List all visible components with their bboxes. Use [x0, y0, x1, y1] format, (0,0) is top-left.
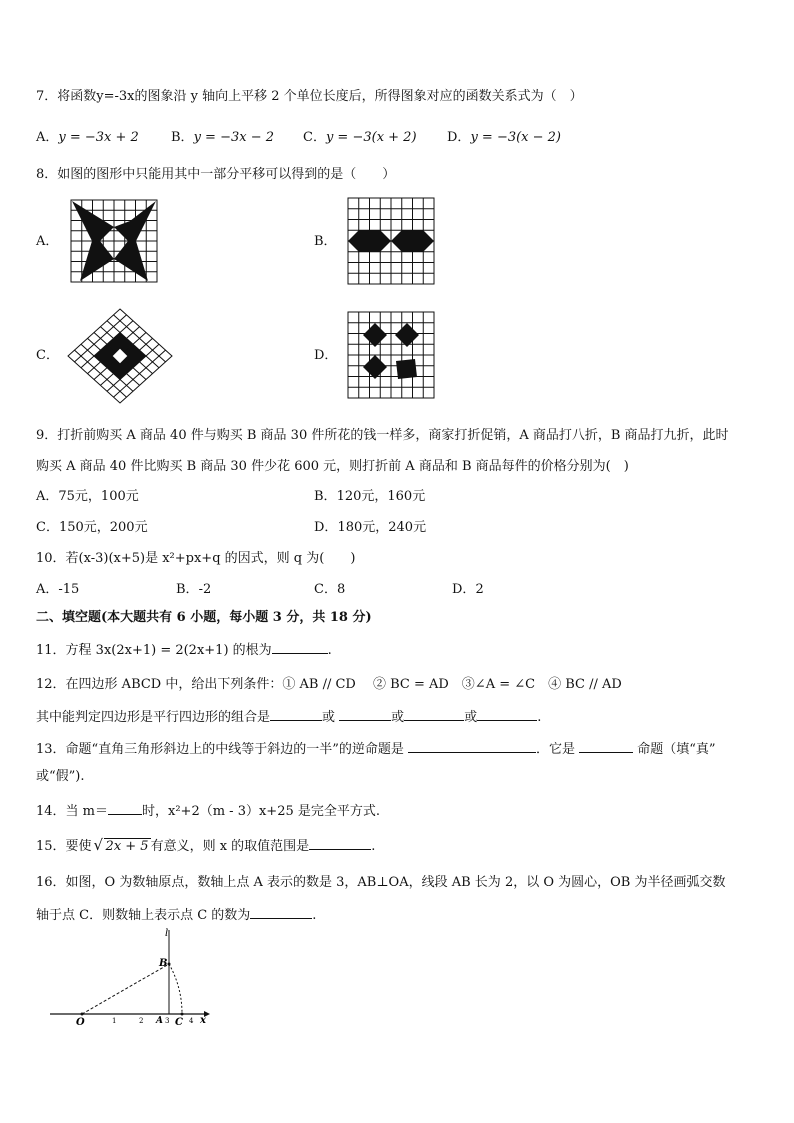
- label-c: C: [175, 1017, 183, 1028]
- q13-answer-blank-2[interactable]: [579, 739, 633, 753]
- q9-option-d-text: 180元，240元: [337, 520, 427, 535]
- label-b: B: [159, 958, 168, 969]
- q7-option-c-text: 𝑦 = −3(𝑥 + 2): [325, 130, 417, 145]
- q7-option-d-text: 𝑦 = −3(𝑥 − 2): [470, 130, 562, 145]
- q12-or-2: 或: [391, 710, 405, 725]
- q10-option-a[interactable]: [36, 581, 79, 599]
- q13-prefix: 13．命题“直角三角形斜边上的中线等于斜边的一半”的逆命题是: [36, 742, 404, 757]
- q8-option-c-label[interactable]: C．: [36, 348, 59, 363]
- q16-number-line-figure: [46, 924, 216, 1030]
- q14-line: [36, 801, 380, 821]
- q12-end: .: [537, 710, 542, 725]
- q9-option-d-label: D．: [314, 520, 338, 535]
- q8-figure-b: [347, 197, 435, 285]
- point-o: [81, 1013, 84, 1016]
- q9-stem-line2: 购买 A 商品 40 件比购买 B 商品 30 件少花 600 元，则打折前 A 商品和 B 商品每件的价格分别为( ): [36, 459, 629, 474]
- q9-option-b[interactable]: [314, 488, 425, 506]
- q14-prefix: 14．当 m＝: [36, 804, 109, 819]
- q9-option-a[interactable]: [36, 488, 139, 506]
- q9-option-c[interactable]: [36, 519, 148, 537]
- q13-suffix: 命题（填“真”: [637, 742, 716, 757]
- q8-option-b-label[interactable]: B．: [314, 234, 337, 249]
- q14-suffix: 时，x²+2（m - 3）x+25 是完全平方式.: [142, 804, 381, 819]
- point-b: [168, 963, 171, 966]
- q8-figure-c: [66, 308, 174, 404]
- q9-option-b-label: B．: [314, 489, 337, 504]
- q11-suffix: .: [327, 643, 332, 658]
- q15-radicand: 2x + 5: [105, 839, 149, 854]
- q10-option-b-text: -2: [198, 582, 212, 597]
- label-x: x: [200, 1015, 206, 1026]
- segment-ob: [82, 964, 169, 1014]
- q9-option-c-label: C．: [36, 520, 59, 535]
- q15-prefix: 15．要使: [36, 839, 92, 854]
- q10-option-a-label: A．: [36, 582, 59, 597]
- q12-or-1: 或: [322, 710, 336, 725]
- q8-figure-a: [70, 199, 158, 283]
- q13-line2: 或“假”).: [36, 769, 85, 784]
- q8-option-a-label[interactable]: A．: [36, 234, 59, 249]
- q13-mid: ．它是: [535, 742, 575, 757]
- q10-option-c-label: C．: [314, 582, 337, 597]
- point-c: [181, 1013, 184, 1016]
- q10-stem: 10．若(x-3)(x+5)是 x²+px+q 的因式，则 q 为( ): [36, 551, 356, 566]
- q10-option-d[interactable]: [452, 581, 484, 599]
- label-o: O: [76, 1017, 85, 1028]
- q10-option-d-text: 2: [475, 582, 484, 597]
- q12-line1: 12．在四边形 ABCD 中，给出下列条件：① AB // CD ② BC = AD ③∠A = ∠C ④ BC // AD: [36, 677, 622, 692]
- q8-figure-d: [347, 311, 435, 399]
- q12-answer-blank-3[interactable]: [404, 707, 464, 721]
- q7-option-a-text: 𝑦 = −3𝑥 + 2: [58, 130, 139, 145]
- q7-option-a-label: A．: [36, 130, 59, 145]
- q12-line2: [36, 707, 541, 727]
- q12-or-3: 或: [464, 710, 478, 725]
- q16-line2-prefix: 轴于点 C．则数轴上表示点 C 的数为: [36, 908, 251, 923]
- q14-answer-blank[interactable]: [108, 801, 142, 815]
- q12-answer-blank-2[interactable]: [339, 707, 391, 721]
- q7-option-a[interactable]: [36, 129, 139, 147]
- q9-stem-line1: 9．打折前购买 A 商品 40 件与购买 B 商品 30 件所花的钱一样多，商家打折促销，A 商品打八折，B 商品打九折，此时: [36, 428, 729, 443]
- tick-4: 4: [189, 1017, 194, 1025]
- q7-option-d-label: D．: [447, 130, 471, 145]
- q10-option-c-text: 8: [336, 582, 346, 597]
- tick-2: 2: [139, 1017, 144, 1025]
- q8-stem: 8．如图的图形中只能用其中一部分平移可以得到的是（ ）: [36, 167, 396, 182]
- q11-line: [36, 640, 332, 660]
- q12-answer-blank-4[interactable]: [477, 707, 537, 721]
- q16-answer-blank[interactable]: [250, 905, 312, 919]
- q10-option-d-label: D．: [452, 582, 476, 597]
- q9-option-a-text: 75元，100元: [58, 489, 139, 504]
- arc-bc: [169, 964, 182, 1014]
- q13-line1: [36, 739, 716, 759]
- q7-option-c[interactable]: [303, 129, 417, 147]
- q7-option-b-text: 𝑦 = −3𝑥 − 2: [193, 130, 274, 145]
- q10-option-a-text: -15: [58, 582, 80, 597]
- q7-option-b-label: B．: [171, 130, 194, 145]
- q15-radical-sign-icon: √: [93, 836, 104, 854]
- q10-option-c[interactable]: [314, 581, 345, 599]
- label-a: A: [156, 1016, 163, 1026]
- q11-prefix: 11．方程 3x(2x+1) = 2(2x+1) 的根为: [36, 643, 272, 658]
- q12-line2-prefix: 其中能判定四边形是平行四边形的组合是: [36, 710, 271, 725]
- label-l: l: [165, 928, 169, 939]
- q11-answer-blank[interactable]: [272, 640, 328, 654]
- q15-answer-blank[interactable]: [309, 836, 371, 850]
- tick-3: 3: [165, 1017, 170, 1025]
- q9-option-a-label: A．: [36, 489, 59, 504]
- q15-radical: [94, 838, 151, 856]
- q8-option-d-label[interactable]: D．: [314, 348, 338, 363]
- q9-option-c-text: 150元，200元: [58, 520, 148, 535]
- q7-option-d[interactable]: [447, 129, 561, 147]
- q15-suffix: 有意义，则 x 的取值范围是: [150, 839, 310, 854]
- q16-line1: 16．如图，O 为数轴原点，数轴上点 A 表示的数是 3，AB⊥OA，线段 AB 长为 2，以 O 为圆心，OB 为半径画弧交数: [36, 875, 726, 890]
- tick-1: 1: [112, 1017, 117, 1025]
- q9-option-d[interactable]: [314, 519, 426, 537]
- q7-stem: 7．将函数y=-3x的图象沿 y 轴向上平移 2 个单位长度后，所得图象对应的函数关系式为（ ）: [36, 89, 583, 104]
- section-2-heading: 二、填空题(本大题共有 6 小题，每小题 3 分，共 18 分): [36, 610, 372, 625]
- q10-option-b-label: B．: [176, 582, 199, 597]
- q7-option-b[interactable]: [171, 129, 274, 147]
- q16-end: .: [312, 908, 317, 923]
- q7-option-c-label: C．: [303, 130, 326, 145]
- q16-line2: [36, 905, 316, 925]
- q12-answer-blank-1[interactable]: [270, 707, 322, 721]
- q15-end: .: [371, 839, 376, 854]
- q10-option-b[interactable]: [176, 581, 211, 599]
- q9-option-b-text: 120元，160元: [336, 489, 426, 504]
- q13-answer-blank-1[interactable]: [408, 739, 536, 753]
- q15-line: [36, 836, 375, 856]
